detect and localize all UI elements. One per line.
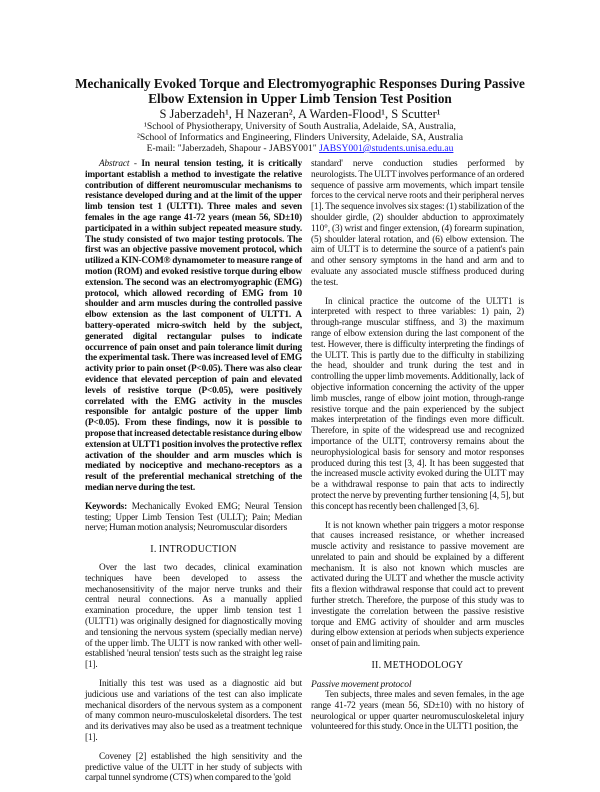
email-label: E-mail: "Jaberzadeh, Shapour - JABSY001": [146, 143, 317, 154]
section-heading-methodology: II. METHODOLOGY: [371, 660, 464, 672]
keywords: [85, 502, 302, 534]
abstract-label: Abstract -: [99, 159, 137, 169]
affiliation-2: ²School of Informatics and Engineering, Flinders University, Adelaide, SA, Australia: [137, 132, 463, 143]
paragraph: Initially this test was used as a diagnostic aid but judicious use and variations of the test can also implicate mechanical disorders of the nervous system as a component of many common neuro-musculoskeletal disorders. The test and its derivatives may also be used as a treatment technique [1].: [85, 679, 302, 744]
author-list: S Jaberzadeh¹, H Nazeran², A Warden-Flood¹, S Scutter¹: [159, 107, 441, 121]
paragraph: It is not known whether pain triggers a motor response that causes increased resistance, or whether increased muscle activity and resistance to passive movement are unrelated to pain and should be explained by a different mechanism. It is also not known which muscles are activated during the ULTT and whether the muscle activity fits a flexion withdrawal response that could act to prevent further stretch. Therefore, the purpose of this study was to investigate the correlation between the passive resistive torque and EMG activity of shoulder and arm muscles during elbow extension at periods when subjects experience onset of pain and limiting pain.: [311, 520, 524, 650]
paragraph: Ten subjects, three males and seven females, in the age range 41-72 years (mean 56, SD±10) with no history of neurological or upper quarter neuromusculoskeletal injury volunteered for this study. Once in the ULTT1 position, the: [311, 690, 524, 733]
paragraph: In clinical practice the outcome of the ULTT1 is interpreted with respect to three variables: 1) pain, 2) through-range muscular stiffness, and 3) the maximum range of elbow extension during the last component of the test. However, there is difficulty interpreting the findings of the ULTT. This is partly due to the difficulty in stabilizing the head, shoulder and trunk during the test and in controlling the upper limb movements. Additionally, lack of objective information concerning the activity of the upper limb muscles, range of elbow joint motion, through-range resistive torque and the pain experienced by the subject makes interpretation of the findings even more difficult. Therefore, in spite of the widespread use and recognized importance of the ULTT, controversy remains about the neurophysiological basis for sensory and motor responses produced during this test [3, 4]. It has been suggested that the increased muscle activity evoked during the ULTT may be a withdrawal response to pain that acts to indirectly protect the nerve by preventing further tensioning [4, 5], but this concept has recently been challenged [3, 6].: [311, 296, 524, 512]
affiliation-1: ¹School of Physiotherapy, University of South Australia, Adelaide, SA, Australia,: [144, 121, 456, 132]
section-heading-introduction: I. INTRODUCTION: [150, 544, 237, 556]
email-line: [70, 143, 530, 154]
abstract-text: In neural tension testing, it is critically important establish a method to investigate the relative contribution of different neuromuscular mechanisms to resistance developed during and at the limit of the upper limb tension test 1 (ULTT1). Three males and seven females in the age range 41-72 years (mean 56, SD±10) participated in a within subject repeated measure study. The study consisted of two major testing protocols. The first was an objective passive movement protocol, which utilized a KIN-COM® dynamometer to measure range of motion (ROM) and evoked resistive torque during elbow extension. The second was an electromyographic (EMG) protocol, which allowed recording of EMG from 10 shoulder and arm muscles during the controlled passive elbow extension as the last component of ULTT1. A battery-operated micro-switch held by the subject, generated digital rectangular pulses to indicate occurrence of pain onset and pain tolerance limit during the experimental task. There was increased level of EMG activity prior to pain onset (P<0.05). There was also clear evidence that elevated perception of pain and elevated levels of resistive torque (P<0.05), were positively correlated with the EMG activity in the muscles responsible for antalgic posture of the upper limb (P<0.05). From these findings, now it is possible to propose that increased detectable resistance during elbow extension at ULTT1 position involves the protective reflex activation of the shoulder and arm muscles which is mediated by nociceptive and mechano-receptors as a result of the preferential mechanical stretching of the median nerve during the test.: [85, 159, 302, 493]
paragraph: standard' nerve conduction studies performed by neurologists. The ULTT involves performance of an ordered sequence of passive arm movements, which impart tensile forces to the cervical nerve roots and their peripheral nerves [1]. The sequence involves six stages: (1) stabilization of the shoulder girdle, (2) shoulder abduction to approximately 110°, (3) wrist and finger extension, (4) forearm supination, (5) shoulder lateral rotation, and (6) elbow extension. The aim of ULTT is to determine the source of a patient's pain and other sensory symptoms in the hand and arm and to evaluate any associated muscle stiffness produced during the test.: [311, 159, 524, 288]
paper-title: Mechanically Evoked Torque and Electromyographic Responses During Passive Elbow Extension in Upper Limb Tension Test Position: [75, 76, 525, 106]
email-link[interactable]: JABSY001@students.unisa.edu.au: [319, 143, 454, 154]
affiliations: [70, 121, 530, 154]
keywords-text: Mechanically Evoked EMG; Neural Tension testing; Upper Limb Tension Test (ULLT); Pain; Median nerve; Human motion analysis; Neuromuscular disorders: [85, 501, 302, 534]
paragraph: Over the last two decades, clinical examination techniques have been developed to assess the mechanosensitivity of the major nerve trunks and their central neural connections. As a manually applied examination procedure, the upper limb tension test 1 (ULTT1) was originally designed for diagnostically moving and tensioning the nervous system (specially median nerve) of the upper limb. The ULTT is now ranked with other well-established 'neural tension' tests such as the straight leg raise [1].: [85, 563, 302, 671]
paragraph: Coveney [2] established the high sensitivity and the predictive value of the ULTT in her study of subjects with carpal tunnel syndrome (CTS) when compared to the 'gold: [85, 751, 302, 784]
subsection-heading: Passive movement protocol: [311, 679, 412, 691]
abstract: [85, 159, 302, 494]
right-column: [311, 159, 524, 733]
left-column: [85, 159, 302, 792]
keywords-label: Keywords:: [85, 501, 128, 512]
